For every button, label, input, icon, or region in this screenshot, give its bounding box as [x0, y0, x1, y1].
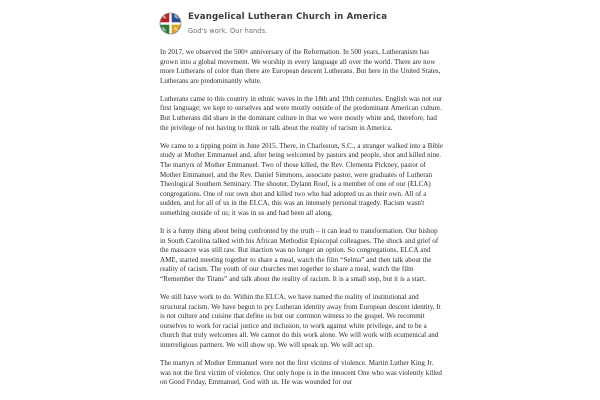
brand-block: [188, 11, 387, 36]
organization-tagline: God's work. Our hands.: [188, 26, 268, 35]
paragraph: We came to a tipping point in June 2015. There, in Charleston, S.C., a stranger walked into a Bible study at Mother Emmanuel and, after being welcomed by pastors and people, shot and killed nine. The martyrs of Mother Emmanuel. Two of those killed, the Rev. Clementa Pickney, pastor of Mother Emmanuel, and the Rev. Daniel Simmons, associate pastor, were graduates of Lutheran Theological Southern Seminary. The shooter, Dylann Roof, is a member of one of our (ELCA) congregations. One of our own shot and killed two who had adopted us as their own. All of a sudden, and for all of us in the ELCA, this was an intensely personal tragedy. Racism wasn't something outside of us; it was in us and had been all along.: [160, 141, 443, 217]
elca-quadrant-cross-logo-icon: [159, 11, 182, 36]
organization-name: Evangelical Lutheran Church in America: [188, 12, 388, 22]
paragraph: The martyrs of Mother Emmanuel were not the first victims of violence. Martin Luther King Jr. was not the first victim of violence. Our only hope is in the innocent One who was violently killed on Good Friday, Emmanuel, God with us. He was wounded for our: [160, 359, 442, 387]
paragraph: Lutherans came to this country in ethnic waves in the 18th and 19th centuries. English was not our first language; we kept to ourselves and were mostly outside of the predominant American culture. But Lutherans did share in the dominant culture in that we were mostly white and, therefore, had the privilege of not having to think or talk about the reality of racism in America.: [160, 94, 443, 132]
paragraph: It is a funny thing about being confronted by the truth – it can lead to transformation. Our bishop in South Carolina talked with his African Methodist Episcopal colleagues. The shock and grief of the massacre was still raw. But inaction was no longer an option. So congregations, ELCA and AME, started meeting together to share a meal, watch the film “Selma” and then talk about the reality of racism. The youth of our churches met together to share a meal, watch the film “Remember the Titans” and talk about the reality of racism. It is a small step, but it is a start.: [160, 227, 439, 283]
letterhead: [159, 11, 387, 36]
document-body: [160, 48, 444, 388]
paragraph: We still have work to do. Within the ELCA, we have named the reality of institutional and structural racism. We have begun to pry Lutheran identity away from European descent identity. It is not culture and cuisine that define us but our common witness to the gospel. We recommit ourselves to work for racial justice and inclusion, to work against white privilege, and to be a church that truly welcomes all. We cannot do this work alone. We will work with ecumenical and interreligious partners. We will show up. We will speak up. We will act up.: [160, 293, 441, 350]
paragraph: In 2017, we observed the 500th anniversary of the Reformation. In 500 years, Lutheranism has grown into a global movement. We worship in every language all over the world. There are now more Lutherans of color than there are European descent Lutherans. But here in the United States, Lutherans are predominantly white.: [160, 48, 441, 85]
